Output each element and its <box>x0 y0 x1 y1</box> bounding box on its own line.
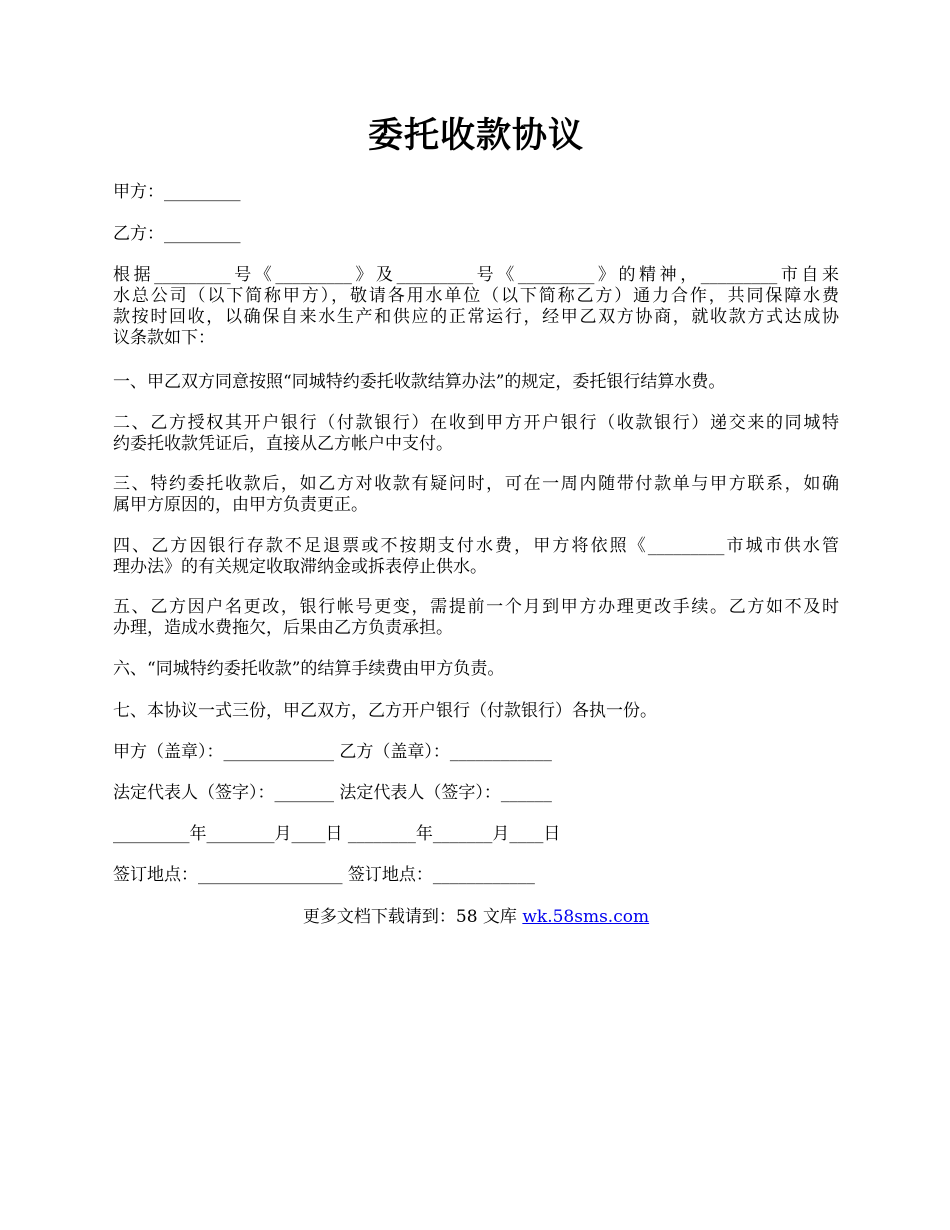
clause-6-line-1: 六、“同城特约委托收款”的结算手续费由甲方负责。 <box>113 659 505 679</box>
clause-1 <box>113 372 839 393</box>
clause-1-line-1: 一、甲乙双方同意按照“同城特约委托收款结算办法”的规定，委托银行结算水费。 <box>113 372 726 392</box>
representative-line: 法定代表人（签字）：_______ 法定代表人（签字）：______ <box>113 783 552 803</box>
intro-paragraph <box>113 265 839 349</box>
clause-4 <box>113 536 839 578</box>
footer-link[interactable]: wk.58sms.com <box>522 907 650 927</box>
party-a-line: 甲方：_________ <box>113 182 241 202</box>
clause-2 <box>113 413 839 455</box>
document-title: 委托收款协议 <box>367 115 584 156</box>
clause-5-line-1: 五、乙方因户名更改，银行帐号更变，需提前一个月到甲方办理更改手续。乙方如不及时 <box>113 597 839 617</box>
footer-text: 更多文档下载请到：58 文库 <box>302 907 523 927</box>
clause-7 <box>113 701 839 722</box>
clause-6 <box>113 659 839 680</box>
clause-4-line-1: 四、乙方因银行存款不足退票或不按期支付水费，甲方将依照《_________市城市供水管 <box>113 536 839 556</box>
intro-line-1: 根据_________号《_________》及_________号《_________》的精神，_________市自来 <box>113 265 839 285</box>
footer-note <box>113 907 839 928</box>
clause-2-line-2: 约委托收款凭证后，直接从乙方帐户中支付。 <box>113 434 453 454</box>
intro-line-4: 议条款如下： <box>113 328 215 348</box>
clause-5 <box>113 597 839 639</box>
date-line: _________年________月____日 ________年_______月____日 <box>113 824 561 844</box>
clause-4-line-2: 理办法》的有关规定收取滞纳金或拆表停止供水。 <box>113 557 487 577</box>
intro-line-3: 款按时回收，以确保自来水生产和供应的正常运行，经甲乙双方协商，就收款方式达成协 <box>113 307 839 327</box>
clause-3 <box>113 474 839 516</box>
clause-7-line-1: 七、本协议一式三份，甲乙双方，乙方开户银行（付款银行）各执一份。 <box>113 701 657 721</box>
seal-line: 甲方（盖章）：_____________ 乙方（盖章）：____________ <box>113 742 552 762</box>
clause-3-line-2: 属甲方原因的，由甲方负责更正。 <box>113 495 368 515</box>
clause-5-line-2: 办理，造成水费拖欠，后果由乙方负责承担。 <box>113 618 453 638</box>
intro-line-2: 水总公司（以下简称甲方），敬请各用水单位（以下简称乙方）通力合作，共同保障水费 <box>113 286 839 306</box>
signing-place-line: 签订地点：_________________ 签订地点：____________ <box>113 865 535 885</box>
party-b-line: 乙方：_________ <box>113 224 241 244</box>
clause-2-line-1: 二、乙方授权其开户银行（付款银行）在收到甲方开户银行（收款银行）递交来的同城特 <box>113 413 839 433</box>
clause-3-line-1: 三、特约委托收款后，如乙方对收款有疑问时，可在一周内随带付款单与甲方联系，如确 <box>113 474 839 494</box>
